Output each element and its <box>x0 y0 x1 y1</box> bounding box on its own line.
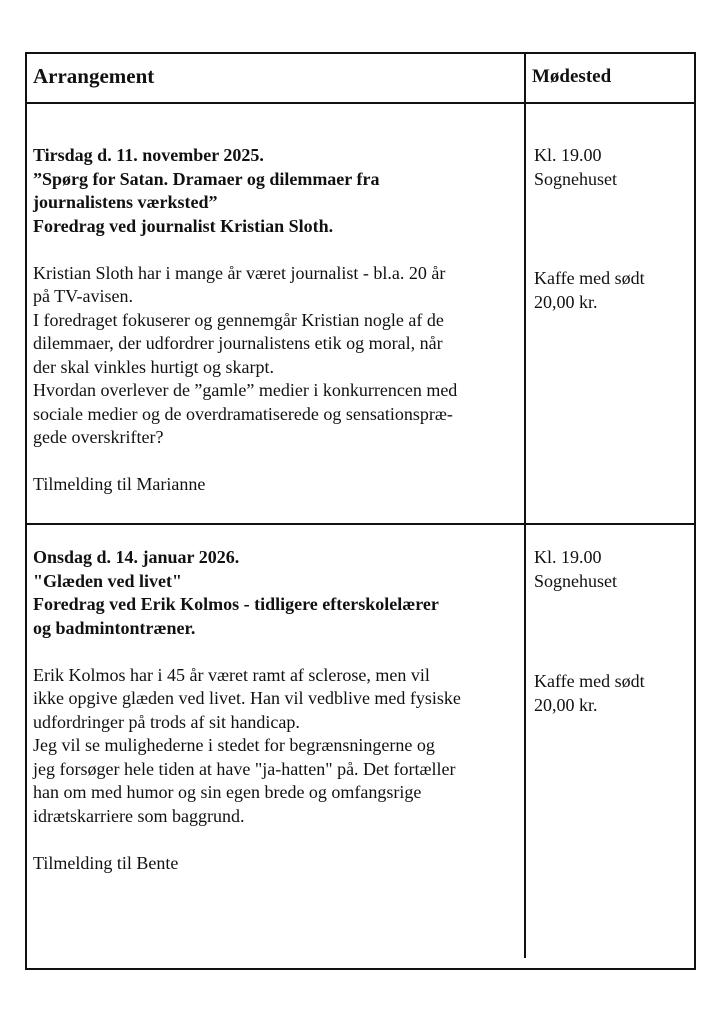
event-2-price: 20,00 kr. <box>534 694 598 715</box>
event-1-body-line: der skal vinkles hurtigt og skarpt. <box>33 356 274 377</box>
event-2-refreshments <box>534 670 694 717</box>
event-1-time: Kl. 19.00 <box>534 145 602 165</box>
event-2-place: Sognehuset <box>534 570 617 591</box>
event-1-title-line: journalistens værksted” <box>33 192 218 212</box>
event-1-coffee: Kaffe med sødt <box>534 268 645 288</box>
row-divider <box>27 523 694 525</box>
event-2-body-line: idrætskarriere som baggrund. <box>33 805 245 826</box>
event-table <box>25 52 696 970</box>
event-1-date: Tirsdag d. 11. november 2025. <box>33 145 264 165</box>
event-2-speaker: Foredrag ved Erik Kolmos - tidligere efterskolelærer <box>33 594 439 614</box>
event-2-body-line: Erik Kolmos har i 45 år været ramt af sclerose, men vil <box>33 664 430 685</box>
event-2-body-line: han om med humor og sin egen brede og omfangsrige <box>33 782 422 802</box>
event-2-body-line: udfordringer på trods af sit handicap. <box>33 711 300 732</box>
event-1-body-line: Kristian Sloth har i mange år været journalist - bl.a. 20 år <box>33 262 446 283</box>
header-modested: Mødested <box>532 66 612 87</box>
event-2-location <box>534 546 694 593</box>
event-1-price: 20,00 kr. <box>534 291 598 312</box>
event-1-speaker: Foredrag ved journalist Kristian Sloth. <box>33 215 334 236</box>
event-1-title <box>33 144 523 238</box>
event-2-signup: Tilmelding til Bente <box>33 852 179 873</box>
event-2-title <box>33 546 523 640</box>
event-2-title-line: "Glæden ved livet" <box>33 570 182 591</box>
event-1-body-line: sociale medier og de overdramatiserede og sensationspræ- <box>33 403 453 424</box>
event-1-body-line: I foredraget fokuserer og gennemgår Kristian nogle af de <box>33 309 444 330</box>
event-1-signup: Tilmelding til Marianne <box>33 474 206 494</box>
event-1-refreshments <box>534 267 694 314</box>
event-1-body-line: dilemmaer, der udfordrer journalistens etik og moral, når <box>33 333 443 353</box>
event-2-speaker: og badmintontræner. <box>33 617 196 638</box>
event-2-date: Onsdag d. 14. januar 2026. <box>33 547 240 567</box>
event-2-body-line: Jeg vil se mulighederne i stedet for begrænsningerne og <box>33 735 435 755</box>
event-1-body-line: gede overskrifter? <box>33 427 164 447</box>
event-1-place: Sognehuset <box>534 168 617 189</box>
header-divider <box>27 102 694 104</box>
event-2-description <box>33 546 523 875</box>
event-2-body-line: jeg forsøger hele tiden at have "ja-hatten" på. Det fortæller <box>33 758 456 779</box>
event-2-time: Kl. 19.00 <box>534 547 602 567</box>
header-arrangement: Arrangement <box>33 64 155 88</box>
event-1-title-line: ”Spørg for Satan. Dramaer og dilemmaer fra <box>33 168 380 189</box>
event-2-coffee: Kaffe med sødt <box>534 671 645 691</box>
event-1-description <box>33 144 523 497</box>
event-1-body-line: Hvordan overlever de ”gamle” medier i konkurrencen med <box>33 380 458 400</box>
event-1-location <box>534 144 694 191</box>
column-divider <box>524 54 526 958</box>
event-1-body-line: på TV-avisen. <box>33 286 133 306</box>
event-2-body-line: ikke opgive glæden ved livet. Han vil vedblive med fysiske <box>33 688 461 708</box>
